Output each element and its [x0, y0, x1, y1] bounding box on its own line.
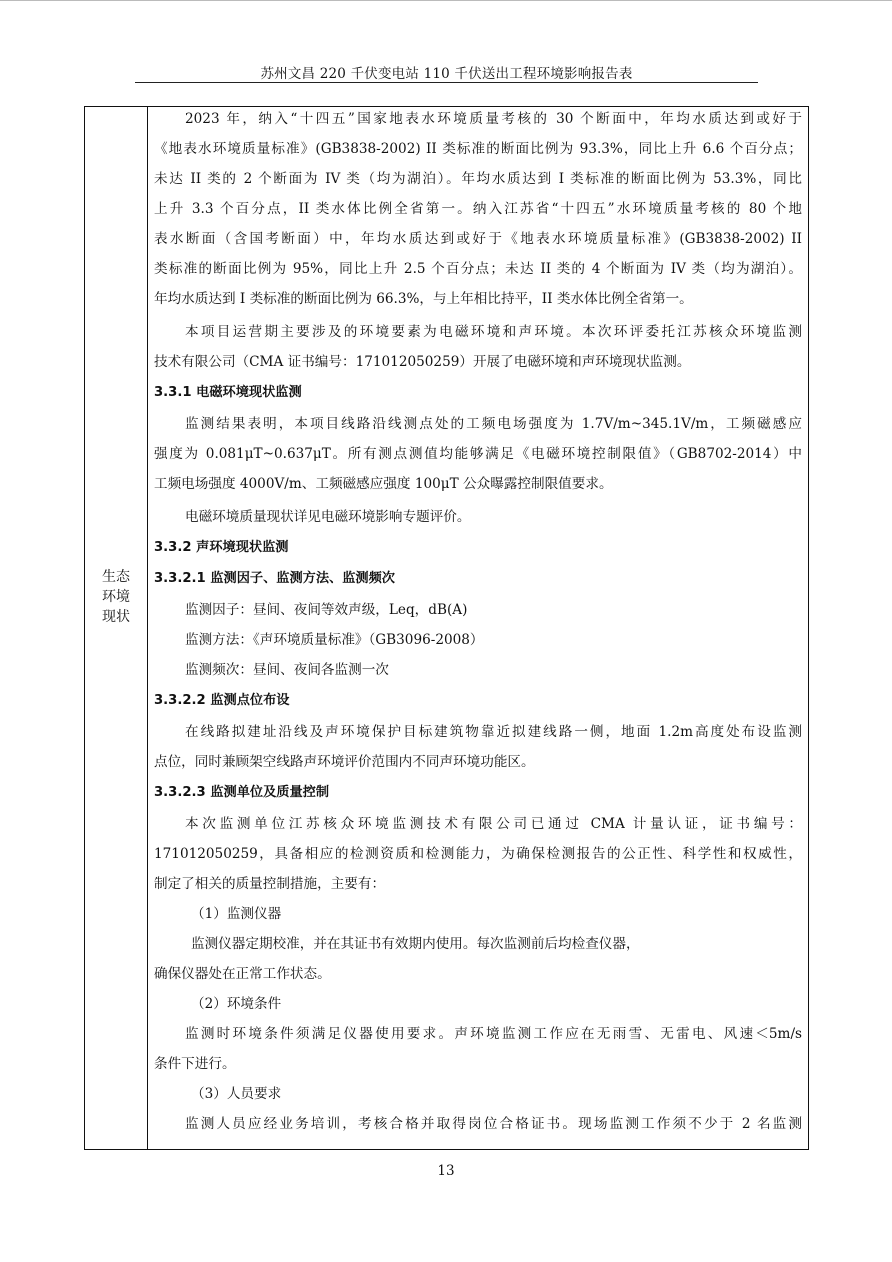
- section-label-line: 现状: [102, 609, 130, 625]
- page-edge: [0, 0, 892, 1]
- paragraph-line: 监测因子：昼间、夜间等效声级，Leq，dB(A): [185, 602, 468, 618]
- paragraph-line: 监测时环境条件须满足仪器使用要求。声环境监测工作应在无雨雪、无雷电、风速＜5m/s: [185, 1026, 802, 1042]
- section-heading: 3.3.2 声环境现状监测: [154, 540, 289, 555]
- header-rule: [135, 82, 758, 83]
- list-item-heading: （3）人员要求: [191, 1086, 282, 1102]
- paragraph-line: 点位，同时兼顾架空线路声环境评价范围内不同声环境功能区。: [154, 754, 535, 770]
- paragraph-line: 电磁环境质量现状详见电磁环境影响专题评价。: [185, 509, 471, 525]
- section-label-line: 生态: [102, 569, 130, 585]
- paragraph-line: 监测方法：《声环境质量标准》（GB3096-2008）: [185, 632, 484, 648]
- paragraph-line: 条件下进行。: [154, 1056, 236, 1072]
- paragraph-line: 制定了相关的质量控制措施，主要有：: [154, 876, 386, 892]
- paragraph-line: 上升 3.3 个百分点，II 类水体比例全省第一。纳入江苏省“十四五”水环境质量考核的 80 个地: [154, 201, 802, 217]
- section-heading: 3.3.2.3 监测单位及质量控制: [154, 785, 330, 800]
- paragraph-line: 年均水质达到 I 类标准的断面比例为 66.3%，与上年相比持平，II 类水体比例全省第一。: [154, 291, 693, 307]
- paragraph-line: 强度为 0.081μT~0.637μT。所有测点测值均能够满足《电磁环境控制限值》（GB8702-2014）中: [154, 446, 802, 462]
- section-heading: 3.3.2.1 监测因子、监测方法、监测频次: [154, 571, 395, 586]
- paragraph-line: 监测人员应经业务培训，考核合格并取得岗位合格证书。现场监测工作须不少于 2 名监测: [185, 1116, 802, 1132]
- paragraph-line: 2023 年，纳入“十四五”国家地表水环境质量考核的 30 个断面中，年均水质达到或好于: [185, 111, 802, 127]
- section-heading: 3.3.2.2 监测点位布设: [154, 693, 290, 708]
- section-label-line: 环境: [102, 589, 130, 605]
- section-content: [154, 107, 802, 1149]
- section-heading: 3.3.1 电磁环境现状监测: [154, 385, 302, 400]
- page-header: 苏州文昌 220 千伏变电站 110 千伏送出工程环境影响报告表: [260, 66, 633, 82]
- paragraph-line: 表水断面（含国考断面）中，年均水质达到或好于《地表水环境质量标准》(GB3838-2002) II: [154, 231, 802, 247]
- paragraph-line: 技术有限公司（CMA 证书编号：171012050259）开展了电磁环境和声环境现状监测。: [154, 354, 691, 370]
- list-item-heading: （2）环境条件: [191, 996, 282, 1012]
- paragraph-line: 在线路拟建址沿线及声环境保护目标建筑物靠近拟建线路一侧，地面 1.2m高度处布设监测: [185, 724, 802, 740]
- paragraph-line: 监测结果表明，本项目线路沿线测点处的工频电场强度为 1.7V/m~345.1V/m，工频磁感应: [185, 416, 802, 432]
- page-number: 13: [437, 1163, 455, 1179]
- paragraph-line: 确保仪器处在正常工作状态。: [154, 966, 331, 982]
- paragraph-line: 监测频次：昼间、夜间各监测一次: [185, 662, 389, 678]
- paragraph-line: 本次监测单位江苏核众环境监测技术有限公司已通过 CMA 计量认证，证书编号：: [185, 816, 802, 832]
- paragraph-line: 工频电场强度 4000V/m、工频磁感应强度 100μT 公众曝露控制限值要求。: [154, 476, 613, 492]
- paragraph-line: 《地表水环境质量标准》(GB3838-2002) II 类标准的断面比例为 93.3%，同比上升 6.6 个百分点；: [154, 141, 802, 157]
- paragraph-line: 类标准的断面比例为 95%，同比上升 2.5 个百分点；未达 II 类的 4 个断面为 IV 类（均为湖泊）。: [154, 261, 802, 277]
- paragraph-line: 本项目运营期主要涉及的环境要素为电磁环境和声环境。本次环评委托江苏核众环境监测: [185, 324, 802, 340]
- paragraph-line: 监测仪器定期校准，并在其证书有效期内使用。每次监测前后均检查仪器，: [191, 936, 640, 952]
- list-item-heading: （1）监测仪器: [191, 906, 282, 922]
- paragraph-line: 171012050259，具备相应的检测资质和检测能力，为确保检测报告的公正性、科学性和权威性，: [154, 846, 802, 862]
- section-label: [85, 567, 147, 627]
- table-column-divider: [147, 107, 148, 1149]
- report-table: [84, 106, 809, 1150]
- paragraph-line: 未达 II 类的 2 个断面为 IV 类（均为湖泊）。年均水质达到 I 类标准的断面比例为 53.3%，同比: [154, 171, 802, 187]
